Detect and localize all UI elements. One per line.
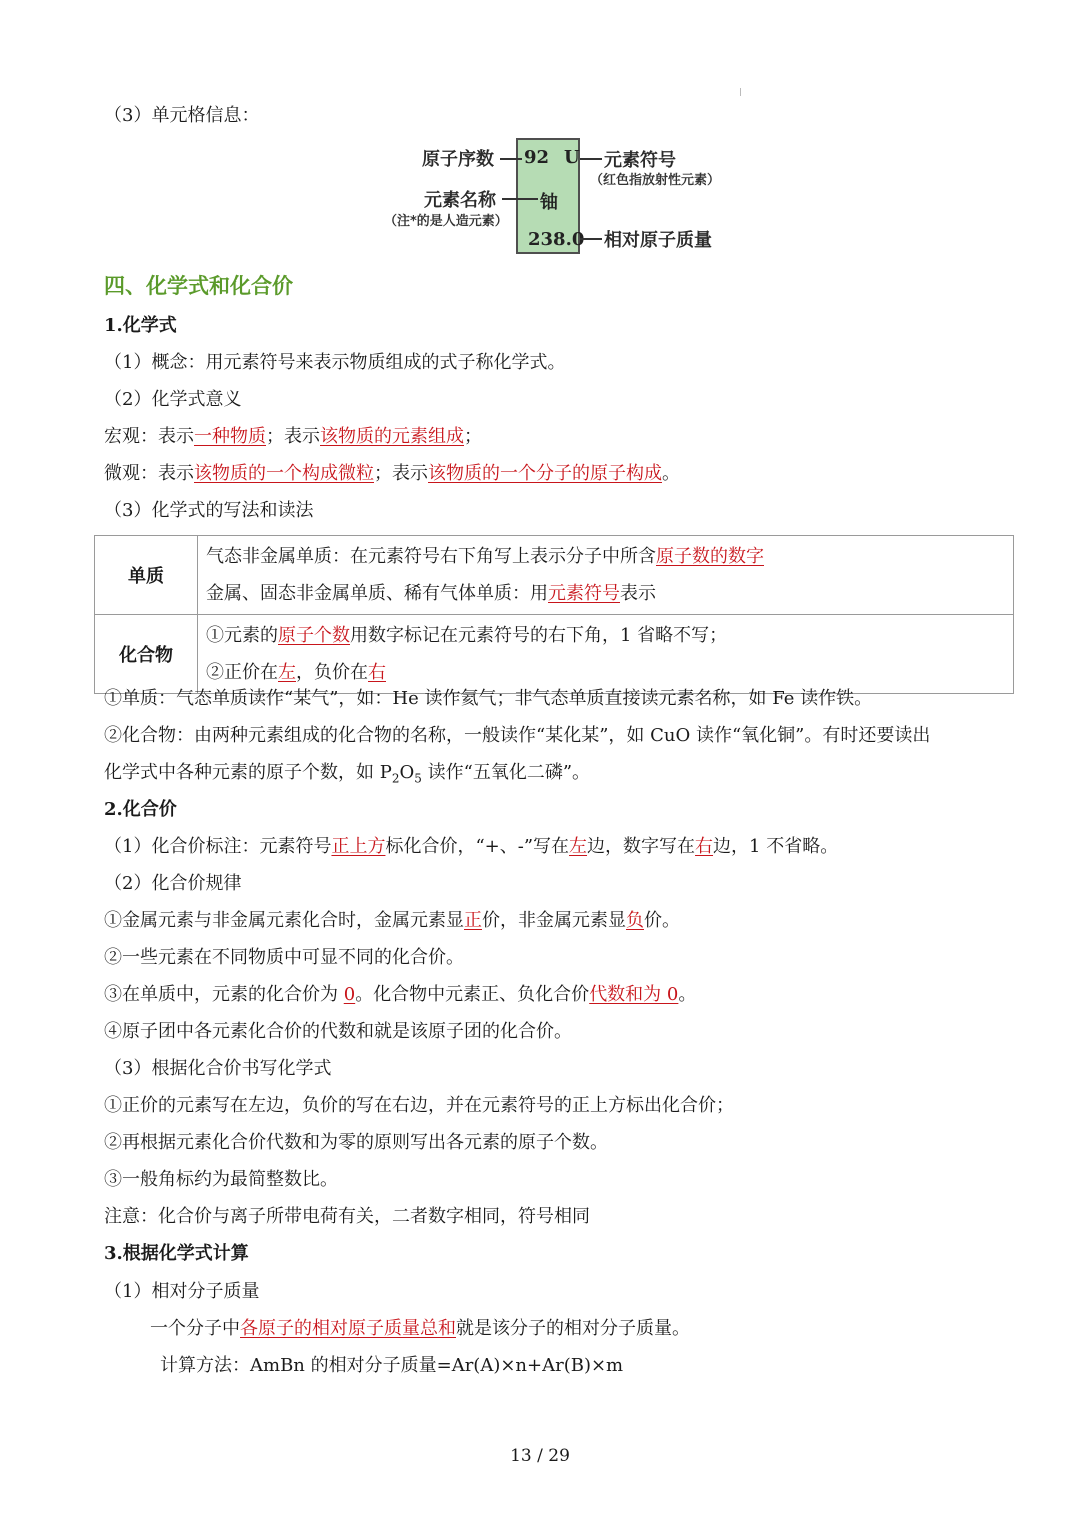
element-rule-2: 金属、固态非金属单质、稀有气体单质：用元素符号表示 xyxy=(206,583,656,604)
write-step-1: ①正价的元素写在左边，负价的写在右边，并在元素符号的正上方标出化合价； xyxy=(104,1095,734,1116)
calculation-method: 计算方法：AmBn 的相对分子质量=Ar(A)×n+Ar(B)×m xyxy=(160,1355,624,1376)
valence-rule-3: ③在单质中，元素的化合价为 0。化合物中元素正、负化合价代数和为 0。 xyxy=(104,984,697,1005)
valence-rule-4: ④原子团中各元素化合价的代数和就是该原子团的化合价。 xyxy=(104,1021,572,1042)
subsection-calculation: 3.根据化学式计算 xyxy=(104,1243,249,1264)
label-name-note: （注*的是人造元素） xyxy=(384,214,508,229)
connector-symbol xyxy=(580,158,602,160)
row-body-element xyxy=(198,536,1014,615)
write-by-valence-heading: （3）根据化合价书写化学式 xyxy=(104,1058,332,1079)
subsection-valence: 2.化合价 xyxy=(104,799,177,820)
cell-info-heading: （3）单元格信息： xyxy=(104,105,260,126)
section-title: 四、化学式和化合价 xyxy=(104,274,293,298)
meaning-heading: （2）化学式意义 xyxy=(104,389,242,410)
formula-writing-table xyxy=(94,535,1014,694)
valence-rule-1: ①金属元素与非金属元素化合时，金属元素显正价，非金属元素显负价。 xyxy=(104,910,680,931)
label-symbol-note: （红色指放射性元素） xyxy=(590,173,721,188)
valence-notation: （1）化合价标注：元素符号正上方标化合价，“+、-”写在左边，数字写在右边，1 不省略。 xyxy=(104,836,839,857)
row-head-compound: 化合物 xyxy=(95,615,198,694)
concept-line: （1）概念：用元素符号来表示物质组成的式子称化学式。 xyxy=(104,352,566,373)
label-element-name: 元素名称 xyxy=(424,190,496,211)
table-row xyxy=(95,536,1014,615)
reading-compound: ②化合物：由两种元素组成的化合物的名称，一般读作“某化某”，如 CuO 读作“氧化铜”。有时还要读出 xyxy=(104,725,931,746)
subsection-chemical-formula: 1.化学式 xyxy=(104,315,177,336)
micro-line: 微观：表示该物质的一个构成微粒；表示该物质的一个分子的原子构成。 xyxy=(104,463,680,484)
label-atomic-number: 原子序数 xyxy=(422,149,494,170)
relative-mass-definition: 一个分子中各原子的相对原子质量总和就是该分子的相对分子质量。 xyxy=(150,1318,690,1339)
label-element-symbol: 元素符号 xyxy=(604,150,676,171)
reading-element: ①单质：气态单质读作“某气”，如：He 读作氦气；非气态单质直接读元素名称，如 Fe 读作铁。 xyxy=(104,688,873,709)
page-number: 13 / 29 xyxy=(510,1446,570,1466)
atomic-number: 92 xyxy=(524,147,550,168)
connector-mass xyxy=(580,238,602,240)
valence-rules-heading: （2）化合价规律 xyxy=(104,873,242,894)
write-step-2: ②再根据元素化合价代数和为零的原则写出各元素的原子个数。 xyxy=(104,1132,608,1153)
write-step-3: ③一般角标约为最简整数比。 xyxy=(104,1169,338,1190)
compound-rule-2: ②正价在左，负价在右 xyxy=(206,662,386,683)
valence-rule-2: ②一些元素在不同物质中可显不同的化合价。 xyxy=(104,947,464,968)
row-body-compound xyxy=(198,615,1014,694)
macro-line: 宏观：表示一种物质；表示该物质的元素组成； xyxy=(104,426,482,447)
reading-compound-cont: 化学式中各种元素的原子个数，如 $P_2O_5$ 读作“五氧化二磷”。 xyxy=(104,762,591,786)
element-symbol: U xyxy=(564,147,580,168)
relative-mass-heading: （1）相对分子质量 xyxy=(104,1281,260,1302)
label-atomic-mass: 相对原子质量 xyxy=(604,230,712,251)
table-row xyxy=(95,615,1014,694)
writing-reading-heading: （3）化学式的写法和读法 xyxy=(104,500,314,521)
element-name: 铀 xyxy=(540,192,558,213)
connector-number xyxy=(500,158,522,160)
element-rule-1: 气态非金属单质：在元素符号右下角写上表示分子中所含原子数的数字 xyxy=(206,546,764,567)
compound-rule-1: ①元素的原子个数用数字标记在元素符号的右下角，1 省略不写； xyxy=(206,625,728,646)
row-head-element: 单质 xyxy=(95,536,198,615)
note-line: 注意：化合价与离子所带电荷有关，二者数字相同，符号相同 xyxy=(104,1206,590,1227)
atomic-mass: 238.0 xyxy=(528,229,585,250)
scan-mark xyxy=(740,88,741,96)
connector-name xyxy=(502,198,538,200)
